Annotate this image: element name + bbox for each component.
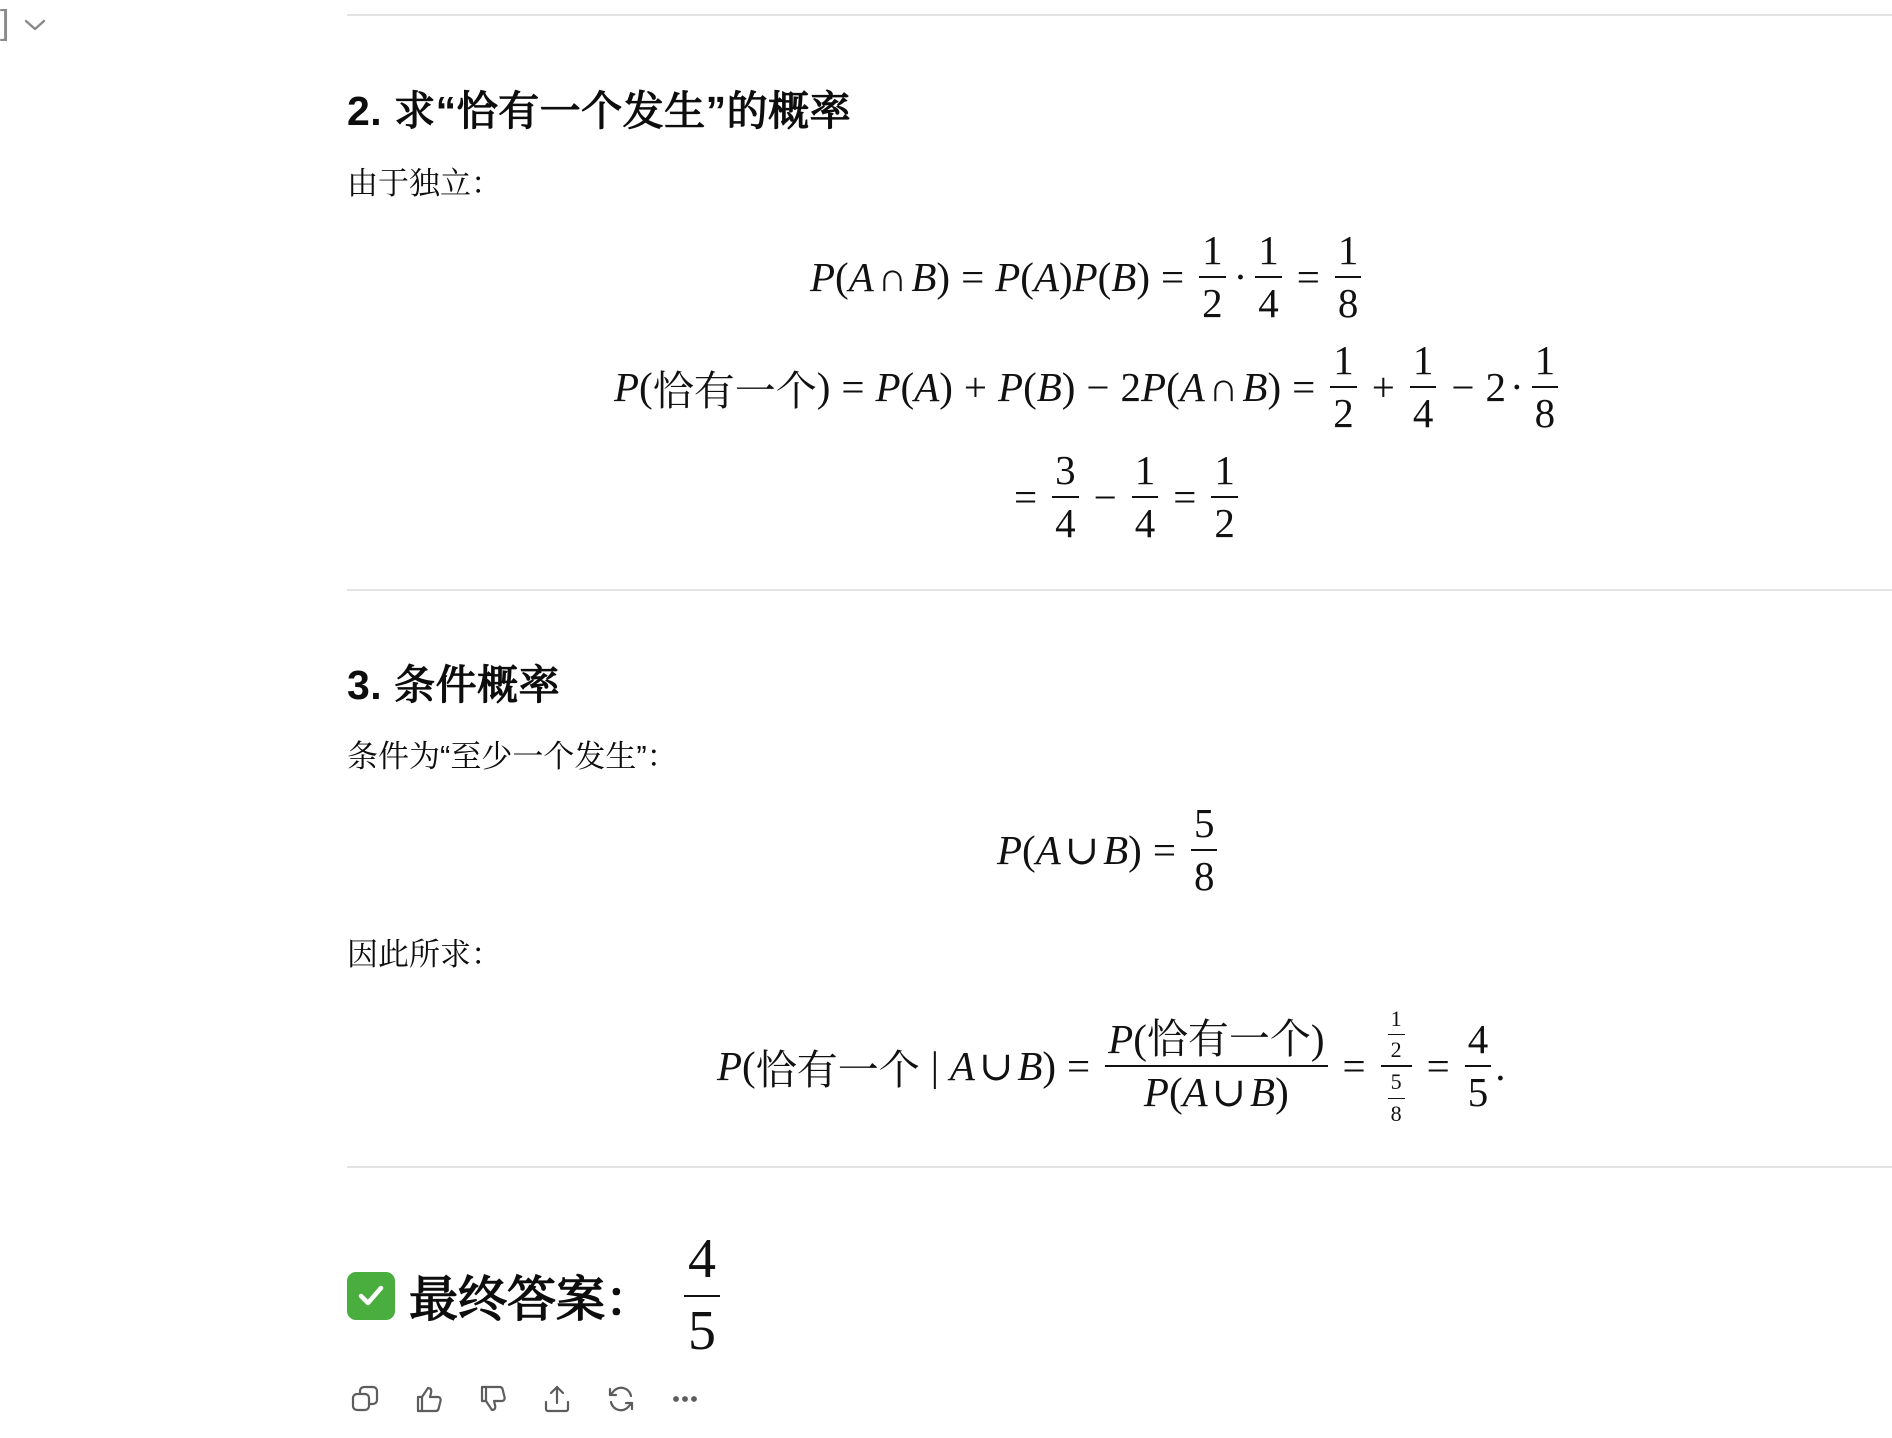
paragraph-text: 条件为“至少一个发生”： [347, 739, 678, 774]
final-answer-fraction: $\frac{4}{5}$ [684, 1225, 720, 1366]
thumbs-up-icon [412, 1382, 446, 1416]
chevron-down-icon[interactable] [22, 14, 48, 36]
divider [347, 589, 1892, 591]
check-mark-icon [347, 1272, 395, 1320]
regenerate-button[interactable] [602, 1380, 640, 1418]
thumbs-down-button[interactable] [474, 1380, 512, 1418]
section-heading: 3. 条件概率 [347, 662, 561, 708]
sidebar-edge-bracket: ] [0, 4, 10, 42]
equation-conditional: P ( 恰有一个 | A ∪ B ) = $\frac{\text{P(恰有一个)}}{P(A\cup B)}$ = $\frac{\frac{1}{2}}{\frac{5}{8}}$ = $\frac{4}{5}$ . [717, 1006, 1506, 1126]
share-button[interactable] [538, 1380, 576, 1418]
final-answer-label: 最终答案： [409, 1272, 655, 1327]
more-button[interactable] [666, 1380, 704, 1418]
more-icon [668, 1382, 702, 1416]
copy-icon [348, 1382, 382, 1416]
paragraph-text: 由于独立： [347, 166, 502, 201]
paragraph-text: 因此所求： [347, 937, 502, 972]
divider [347, 1166, 1892, 1168]
divider [347, 14, 1892, 16]
equation-continuation: = $\frac{3}{4}$ − $\frac{1}{4}$ = $\frac{1}{2}$ [1003, 448, 1242, 546]
equation-union: P ( A ∪ B ) = $\frac{5}{8}$ [997, 801, 1221, 899]
share-icon [540, 1382, 574, 1416]
thumbs-up-button[interactable] [410, 1380, 448, 1418]
equation-intersection: P ( A ∩ B ) = P ( A ) P ( B ) = $\frac{1}{2}$ · $\frac{1}{4}$ = $\frac{1}{8}$ [810, 228, 1365, 326]
section-heading: 2. 求“恰有一个发生”的概率 [347, 88, 852, 134]
equation-exactly-one: P ( 恰有一个 ) = P ( A ) + P ( B ) − 2 P ( A ∩ B ) = $\frac{1}{2}$ + $\frac{1}{4}$ − 2 · $\frac{1}{8}$ [614, 338, 1562, 436]
final-answer [347, 1225, 724, 1366]
regenerate-icon [604, 1382, 638, 1416]
message-action-toolbar [346, 1380, 704, 1418]
thumbs-down-icon [476, 1382, 510, 1416]
copy-button[interactable] [346, 1380, 384, 1418]
